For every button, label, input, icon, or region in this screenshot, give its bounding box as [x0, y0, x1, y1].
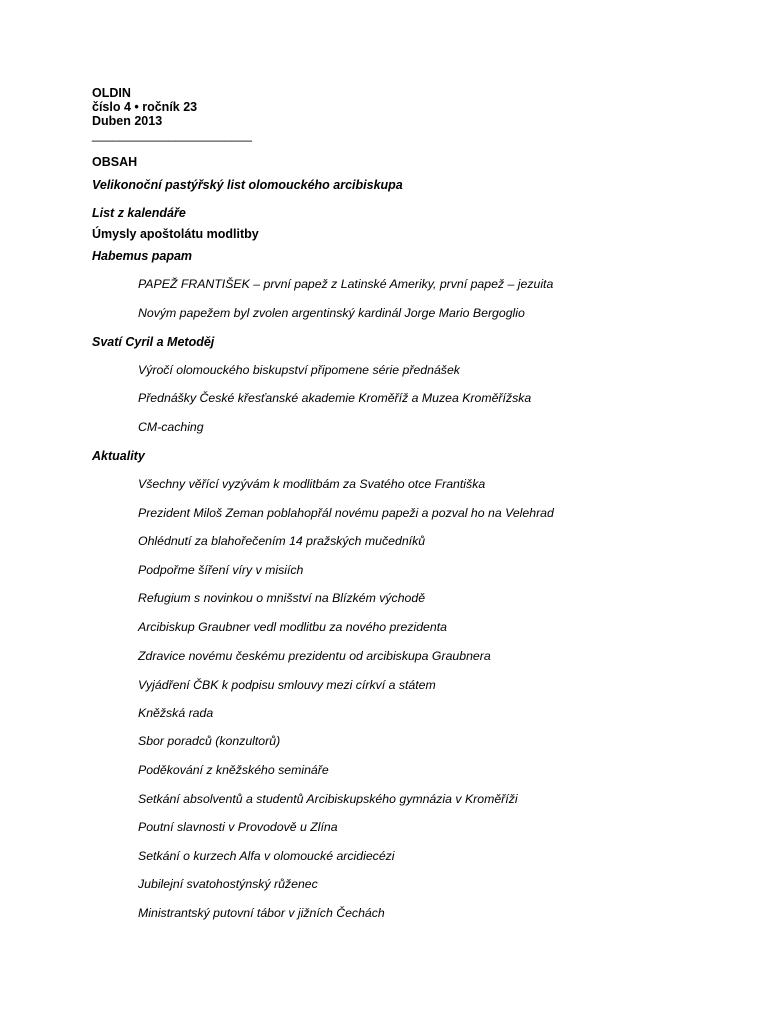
toc-article-item: Jubilejní svatohostýnský růženec — [138, 877, 318, 891]
toc-article-item: Setkání absolventů a studentů Arcibiskupského gymnázia v Kroměříži — [138, 792, 518, 806]
toc-section-title: Velikonoční pastýřský list olomouckého arcibiskupa — [92, 178, 403, 192]
toc-article-item: Podpořme šíření víry v misiích — [138, 563, 304, 577]
toc-article-item: Ministrantský putovní tábor v jižních Čechách — [138, 906, 385, 920]
toc-section-title: List z kalendáře — [92, 206, 186, 220]
issue-number: číslo 4 • ročník 23 — [92, 100, 198, 114]
magazine-title: OLDIN — [92, 86, 131, 100]
toc-article-item: Všechny věřící vyzývám k modlitbám za Svatého otce Františka — [138, 477, 486, 491]
toc-heading: OBSAH — [92, 155, 138, 169]
toc-article-item: Setkání o kurzech Alfa v olomoucké arcidiecézi — [138, 849, 395, 863]
toc-section-title: Aktuality — [92, 449, 145, 463]
toc-section-title: Svatí Cyril a Metoděj — [92, 335, 215, 349]
toc-article-item: Arcibiskup Graubner vedl modlitbu za nového prezidenta — [138, 620, 447, 634]
toc-article-item: Poděkování z kněžského semináře — [138, 763, 329, 777]
issue-date: Duben 2013 — [92, 114, 163, 128]
toc-article-item: Výročí olomouckého biskupství připomene série přednášek — [138, 363, 460, 377]
toc-article-item: Vyjádření ČBK k podpisu smlouvy mezi církví a státem — [138, 678, 436, 692]
toc-article-item: Přednášky České křesťanské akademie Kroměříž a Muzea Kroměřížska — [138, 391, 532, 405]
toc-article-item: Poutní slavnosti v Provodově u Zlína — [138, 820, 338, 834]
toc-section-title: Habemus papam — [92, 249, 193, 263]
toc-article-item: Refugium s novinkou o mnišství na Blízkém východě — [138, 591, 426, 605]
toc-article-item: PAPEŽ FRANTIŠEK – první papež z Latinské Ameriky, první papež – jezuita — [138, 277, 554, 291]
toc-article-item: CM-caching — [138, 420, 204, 434]
toc-section-title: Úmysly apoštolátu modlitby — [92, 227, 259, 241]
toc-article-item: Novým papežem byl zvolen argentinský kardinál Jorge Mario Bergoglio — [138, 306, 525, 320]
toc-article-item: Prezident Miloš Zeman poblahopřál novému papeži a pozval ho na Velehrad — [138, 506, 554, 520]
separator-rule: _______________________ — [92, 128, 252, 142]
toc-article-item: Sbor poradců (konzultorů) — [138, 734, 281, 748]
toc-article-item: Kněžská rada — [138, 706, 214, 720]
toc-article-item: Ohlédnutí za blahořečením 14 pražských mučedníků — [138, 534, 426, 548]
toc-article-item: Zdravice novému českému prezidentu od arcibiskupa Graubnera — [138, 649, 491, 663]
